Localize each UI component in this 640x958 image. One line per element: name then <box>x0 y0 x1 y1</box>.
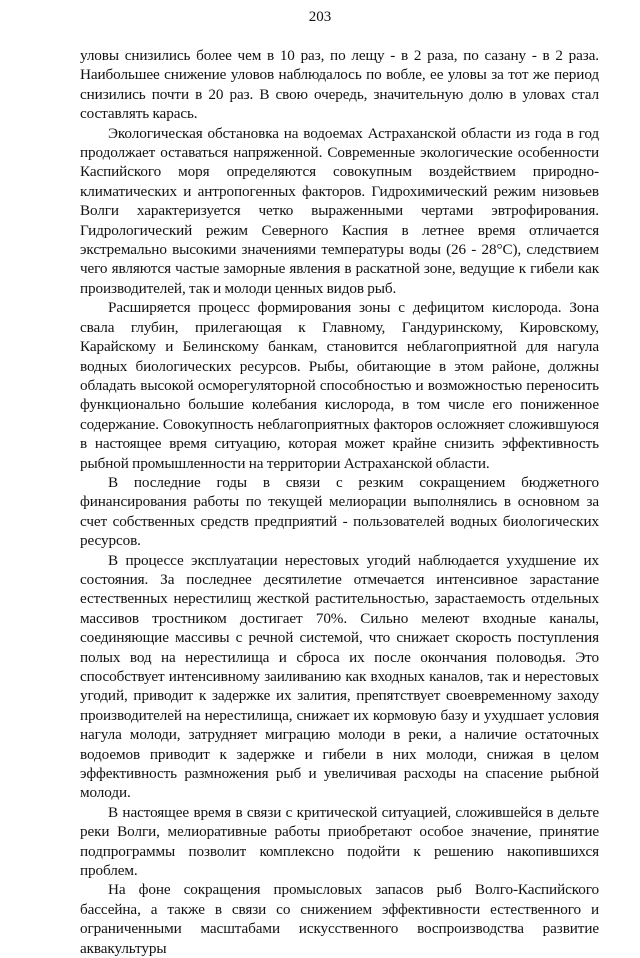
paragraph: уловы снизились более чем в 10 раз, по лещу - в 2 раза, по сазану - в 2 раза. Наибольшее снижение уловов наблюдалось по вобле, ее уловы за тот же период снизились почти в 20 раз. В свою очередь, значительную долю в уловах стал составлять карась. <box>80 47 599 123</box>
paragraph: В процессе эксплуатации нерестовых угодий наблюдается ухудшение их состояния. За последнее десятилетие отмечается интенсивное зарастание естественных нерестилищ жесткой растительностью, зарастаемость отдельных массивов тростником достигает 70%. Сильно мелеют входные каналы, соединяющие массивы с речной системой, что снижает скорость поступления полых вод на нерестилища и сброса их после окончания половодья. Это способствует интенсивному заиливанию как входных каналов, так и нерестовых угодий, приводит к задержке их залития, препятствует своевременному заходу производителей на нерестилища, снижает их кормовую базу и ухудшает условия нагула молоди, затрудняет миграцию молоди в реки, а наличие остаточных водоемов приводит к задержке и гибели в них молоди, снижая в целом эффективность размножения рыб и увеличивая расходы на спасение рыбной молоди. <box>80 551 599 802</box>
paragraph: В настоящее время в связи с критической ситуацией, сложившейся в дельте реки Волги, мелиоративные работы приобретают особое значение, принятие подпрограммы позволит комплексно подойти к решению накопившихся проблем. <box>80 803 599 880</box>
body-text <box>80 46 599 958</box>
paragraph: Экологическая обстановка на водоемах Астраханской области из года в год продолжает оставаться напряженной. Современные экологические особенности Каспийского моря определяются совокупным воздействием природно-климатических и антропогенных факторов. Гидрохимический режим низовьев Волги характеризуется четко выраженными чертами эвтрофирования. Гидрологический режим Северного Каспия в летнее время отличается экстремально высокими значениями температуры воды (26 - 28°С), следствием чего являются частые заморные явления в раскатной зоне, ведущие к гибели как производителей, так и молоди ценных видов рыб. <box>80 124 599 297</box>
paragraph: Расширяется процесс формирования зоны с дефицитом кислорода. Зона свала глубин, прилегающая к Главному, Гандуринскому, Кировскому, Карайскому и Белинскому банкам, становится неблагоприятной для нагула водных биологических ресурсов. Рыбы, обитающие в этом районе, должны обладать высокой осморегуляторной способностью и возможностью переносить функционально большие колебания кислорода, в том числе его пониженное содержание. Совокупность неблагоприятных факторов осложняет сложившуюся в настоящее время ситуацию, которая может крайне снизить эффективность рыбной промышленности на территории Астраханской области. <box>80 299 599 472</box>
paragraph: В последние годы в связи с резким сокращением бюджетного финансирования работы по текущей мелиорации выполнялись в основном за счет собственных средств предприятий - пользователей водных биологических ресурсов. <box>80 473 599 550</box>
page-number: 203 <box>308 9 332 25</box>
paragraph: На фоне сокращения промысловых запасов рыб Волго-Каспийского бассейна, а также в связи со снижением эффективности естественного и ограниченными масштабами искусственного воспроизводства развитие аквакультуры <box>80 881 599 957</box>
